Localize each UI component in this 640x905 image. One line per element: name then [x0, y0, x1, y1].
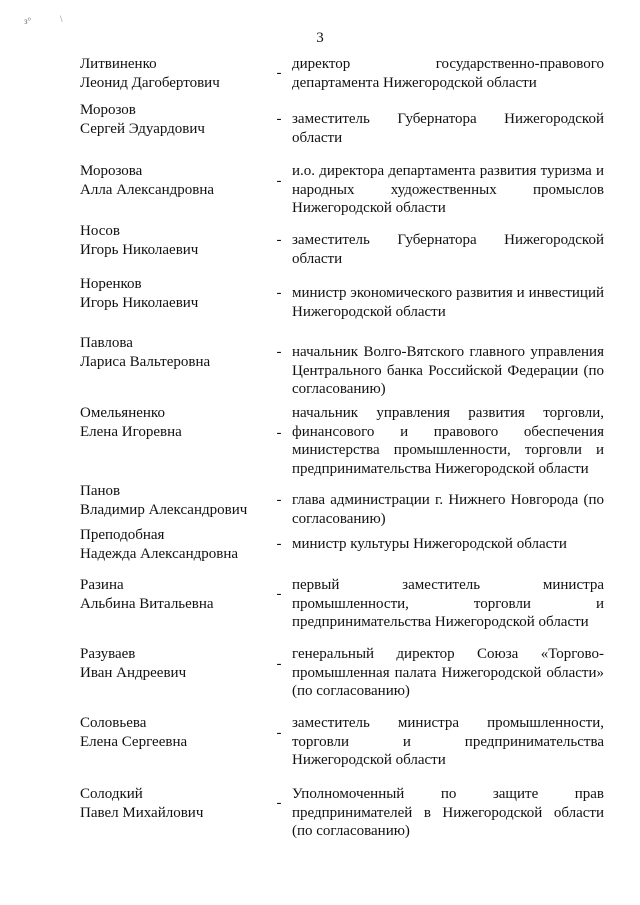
given-name: Павел Михайлович — [80, 804, 204, 821]
person-name — [80, 101, 265, 138]
position-title: директор государственно-правового департамента Нижегородской области — [292, 56, 604, 91]
surname: Разина — [80, 577, 124, 593]
person-name — [80, 55, 265, 92]
position-title: глава администрации г. Нижнего Новгорода (по согласованию) — [292, 492, 604, 527]
position-title: генеральный директор Союза «Торгово-промышленная палата Нижегородской области» (по согласованию) — [292, 646, 604, 699]
surname: Носов — [80, 223, 120, 239]
given-name: Леонид Дагобертович — [80, 74, 220, 91]
person-name — [80, 482, 265, 519]
person-name — [80, 404, 265, 441]
dash-separator: - — [276, 232, 282, 248]
position-title: заместитель министра промышленности, торговли и предпринимательства Нижегородской области — [292, 715, 604, 768]
person-name — [80, 576, 265, 613]
given-name: Елена Игоревна — [80, 423, 182, 440]
person-name — [80, 526, 265, 563]
dash-separator: - — [276, 425, 282, 441]
position-title: Уполномоченный по защите прав предпринимателей в Нижегородской области (по согласованию) — [292, 786, 604, 839]
scan-mark: \ — [60, 14, 63, 24]
surname: Панов — [80, 483, 121, 499]
dash-separator: - — [276, 65, 282, 81]
position-title: и.о. директора департамента развития туризма и народных художественных промыслов Нижегородской области — [292, 163, 604, 216]
given-name: Владимир Александрович — [80, 501, 248, 518]
position-title: первый заместитель министра промышленности, торговли и предпринимательства Нижегородской области — [292, 577, 604, 630]
page-number: 3 — [316, 30, 324, 46]
dash-separator: - — [276, 536, 282, 552]
person-name — [80, 645, 265, 682]
position-title: министр культуры Нижегородской области — [292, 536, 567, 552]
position-title: начальник управления развития торговли, финансового и правового обеспечения министерства промышленности, торговли и предпринимательства Нижегородской области — [292, 405, 604, 477]
given-name: Иван Андреевич — [80, 664, 187, 681]
person-name — [80, 714, 265, 751]
given-name: Надежда Александровна — [80, 545, 238, 562]
person-name — [80, 334, 265, 371]
surname: Морозова — [80, 163, 143, 179]
surname: Павлова — [80, 335, 133, 351]
surname: Норенков — [80, 276, 142, 292]
given-name: Игорь Николаевич — [80, 241, 199, 258]
person-name — [80, 785, 265, 822]
position-title: заместитель Губернатора Нижегородской области — [292, 232, 604, 267]
dash-separator: - — [276, 111, 282, 127]
scan-mark: з° — [24, 16, 32, 26]
dash-separator: - — [276, 173, 282, 189]
dash-separator: - — [276, 492, 282, 508]
surname: Литвиненко — [80, 56, 157, 72]
dash-separator: - — [276, 656, 282, 672]
position-title: начальник Волго-Вятского главного управления Центрального банка Российской Федерации (по согласованию) — [292, 344, 604, 397]
dash-separator: - — [276, 285, 282, 301]
surname: Соловьева — [80, 715, 147, 731]
position-title: министр экономического развития и инвестиций Нижегородской области — [292, 285, 604, 320]
dash-separator: - — [276, 725, 282, 741]
surname: Морозов — [80, 102, 136, 118]
position-title: заместитель Губернатора Нижегородской области — [292, 111, 604, 146]
given-name: Елена Сергеевна — [80, 733, 188, 750]
given-name: Игорь Николаевич — [80, 294, 199, 311]
given-name: Алла Александровна — [80, 181, 215, 198]
person-name — [80, 222, 265, 259]
person-name — [80, 162, 265, 199]
given-name: Альбина Витальевна — [80, 595, 214, 612]
surname: Преподобная — [80, 527, 165, 543]
person-name — [80, 275, 265, 312]
dash-separator: - — [276, 795, 282, 811]
surname: Солодкий — [80, 786, 143, 802]
surname: Разуваев — [80, 646, 136, 662]
dash-separator: - — [276, 344, 282, 360]
surname: Омельяненко — [80, 405, 165, 421]
given-name: Лариса Вальтеровна — [80, 353, 211, 370]
dash-separator: - — [276, 586, 282, 602]
given-name: Сергей Эдуардович — [80, 120, 205, 137]
